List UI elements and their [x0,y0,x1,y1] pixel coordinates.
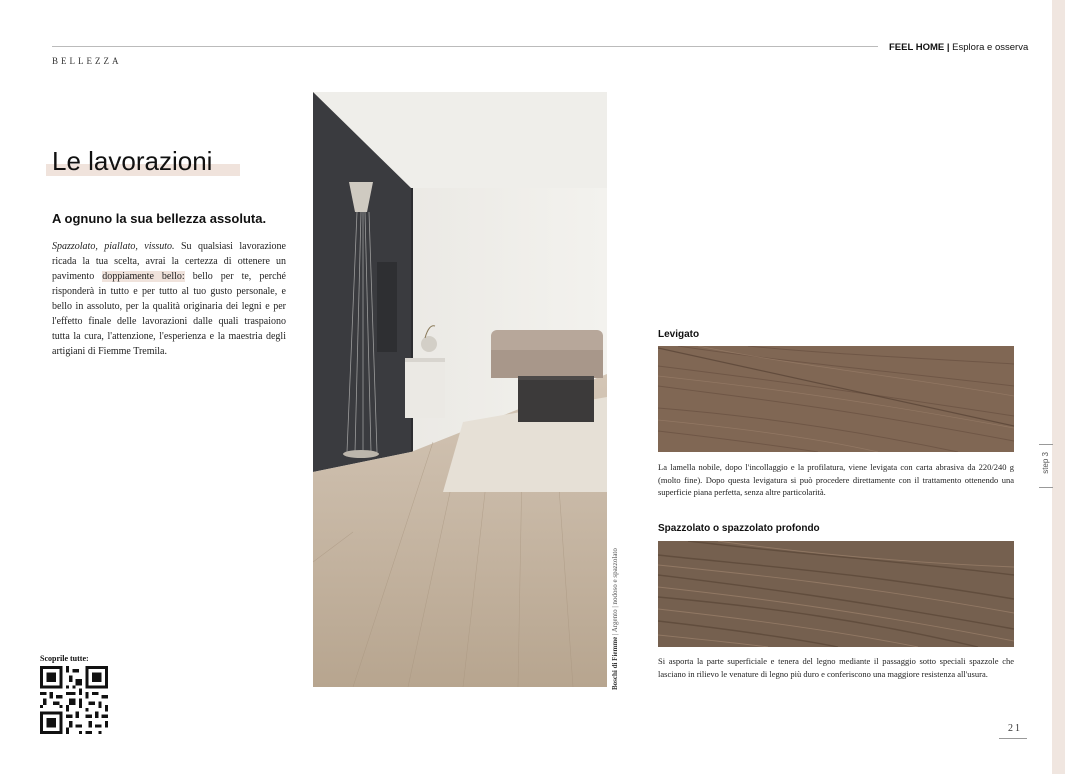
photo-caption-collection: Boschi di Fiemme [611,636,619,690]
finish-description-levigato: La lamella nobile, dopo l'incollaggio e la profilatura, viene levigata con carta abrasiva da 220/240 g (molto fine). Dopo questa levigatura si può procedere direttamente con il trattamento ottenendo una superficie piana perfetta, senza altre particolarità. [658,462,1014,497]
intro-text-1: Su qualsiasi lavorazione ricada la tua scelta, avrai la certezza di ottenere un pavimento [52,241,286,282]
intro-highlight: doppiamente bello: [102,271,185,282]
step-label: step 3 [1041,452,1050,474]
finish-image-levigato [658,346,1014,452]
intro-text-2: bello per te, perché risponderà in tutto e per tutto al tuo gusto personale, e bello in assoluto, per la qualità originaria dei legni e per l'effetto finale delle lavorazioni dalle quali traspaiono tutta la cura, l'attenzione, l'esperienza e la maestria degli artigiani di Fiemme Tremila. [52,271,286,357]
finish-title-levigato: Levigato [658,329,700,340]
brand-name: FEEL HOME | [889,42,950,53]
page-title: Le lavorazioni [52,146,213,176]
page-subtitle: A ognuno la sua bellezza assoluta. [52,211,267,226]
qr-label: Scoprile tutte: [40,654,89,663]
side-strip [1052,0,1065,774]
section-label: BELLEZZA [52,56,122,66]
qr-code[interactable] [40,666,108,734]
finish-description-spazzolato: Si asporta la parte superficiale e tenera del legno mediante il passaggio sotto speciali spazzole che lasciano in rilievo le venature di legno più duro e conferiscono una maggiore resistenza all'usura. [658,656,1014,679]
finish-title-spazzolato: Spazzolato o spazzolato profondo [658,523,820,534]
photo-caption-details: | Argento | nodoso e spazzolato [611,548,619,637]
intro-paragraph [52,239,286,359]
page-number: 21 [1008,723,1022,734]
header-brand [889,42,1028,53]
room-photo [313,92,607,687]
intro-italic: Spazzolato, piallato, vissuto. [52,241,175,252]
page-number-rule [999,738,1027,739]
brand-tagline: Esplora e osserva [949,42,1029,53]
header-rule [52,46,878,47]
photo-caption [611,530,619,690]
finish-image-spazzolato [658,541,1014,647]
